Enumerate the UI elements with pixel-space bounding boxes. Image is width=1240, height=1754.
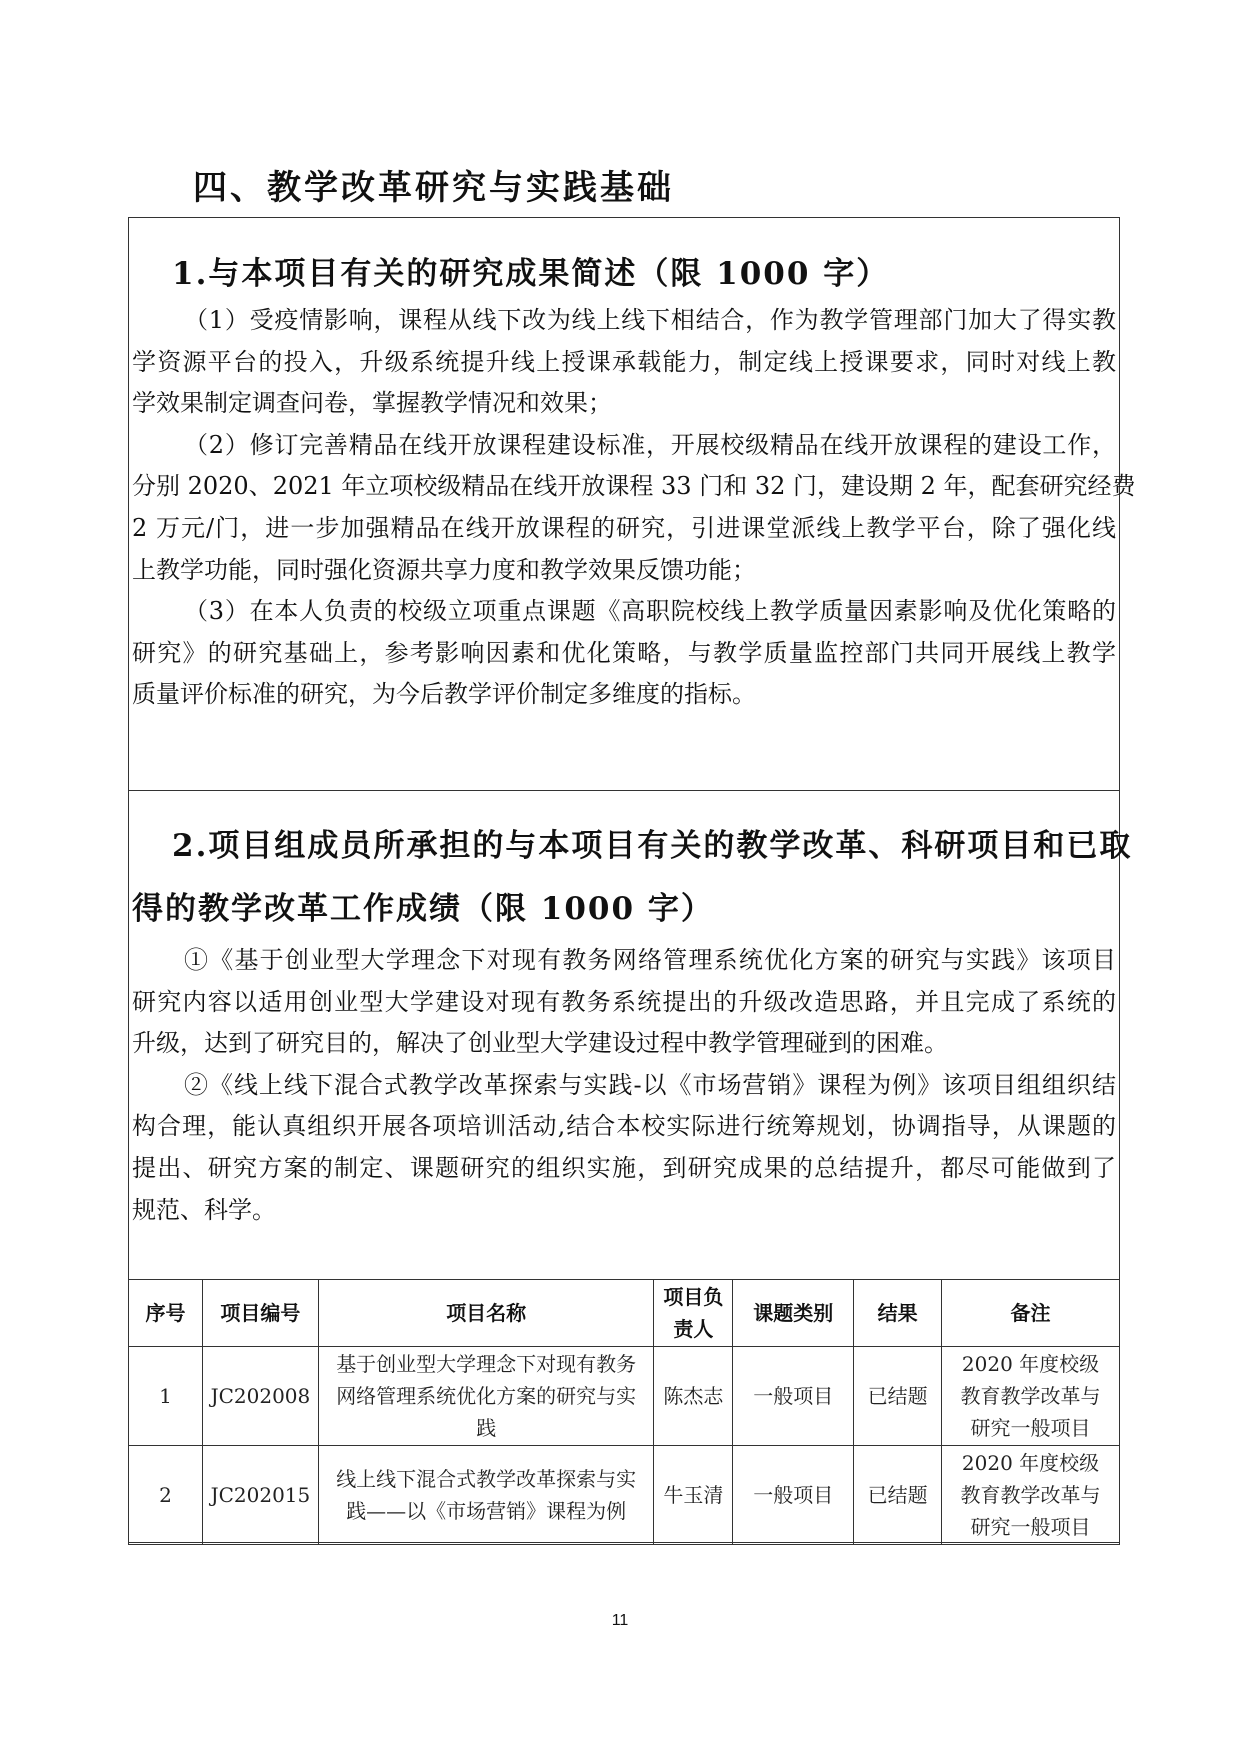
paragraph-line: ①《基于创业型大学理念下对现有教务网络管理系统优化方案的研究与实践》该项目 [184,946,1116,974]
cell-index: 1 [129,1347,203,1446]
paragraph-line: 构合理，能认真组织开展各项培训活动,结合本校实际进行统筹规划，协调指导，从课题的 [132,1112,1116,1141]
cell-result: 已结题 [854,1347,942,1446]
cell-code: JC202015 [202,1446,318,1545]
paragraph-line: 提出、研究方案的制定、课题研究的组织实施，到研究成果的总结提升，都尽可能做到了 [132,1153,1116,1182]
paragraph-line: 研究内容以适用创业型大学建设对现有教务系统提出的升级改造思路，并且完成了系统的 [132,987,1116,1016]
table-row [129,1446,1120,1545]
paragraph-line: 学资源平台的投入，升级系统提升线上授课承载能力，制定线上授课要求，同时对线上教 [132,347,1116,376]
paragraph-line: 研究》的研究基础上，参考影响因素和优化策略，与教学质量监控部门共同开展线上教学 [132,638,1116,667]
s2-body [132,940,1116,1231]
col-leader: 项目负责人 [654,1280,733,1347]
col-index: 序号 [129,1280,203,1347]
project-table [128,1279,1120,1545]
paragraph-line: 规范、科学。 [132,1195,276,1224]
s1-heading: 1.与本项目有关的研究成果简述（限 1000 字） [172,256,890,292]
cell-leader: 牛玉清 [654,1446,733,1545]
s2-heading-line2: 得的教学改革工作成绩（限 1000 字） [132,891,714,927]
section-divider [128,790,1120,791]
cell-result: 已结题 [854,1446,942,1545]
paragraph-line: 升级，达到了研究目的，解决了创业型大学建设过程中教学管理碰到的困难。 [132,1029,948,1058]
cell-category: 一般项目 [733,1446,854,1545]
col-code: 项目编号 [202,1280,318,1347]
cell-leader: 陈杰志 [654,1347,733,1446]
col-note: 备注 [942,1280,1120,1347]
cell-name: 基于创业型大学理念下对现有教务网络管理系统优化方案的研究与实践 [318,1347,654,1446]
paragraph-line: ②《线上线下混合式教学改革探索与实践-以《市场营销》课程为例》该项目组组织结 [184,1070,1116,1099]
cell-note: 2020 年度校级教育教学改革与研究一般项目 [942,1446,1120,1545]
paragraph-line: 2 万元/门，进一步加强精品在线开放课程的研究，引进课堂派线上教学平台，除了强化线 [132,513,1116,542]
table-header-row [129,1280,1120,1347]
cell-note: 2020 年度校级教育教学改革与研究一般项目 [942,1347,1120,1446]
paragraph-line: （2）修订完善精品在线开放课程建设标准，开展校级精品在线开放课程的建设工作， [184,430,1116,459]
paragraph-line: 质量评价标准的研究，为今后教学评价制定多维度的指标。 [132,680,756,709]
section-title: 四、教学改革研究与实践基础 [193,168,674,208]
paragraph-line: （3）在本人负责的校级立项重点课题《高职院校线上教学质量因素影响及优化策略的 [184,597,1116,626]
cell-index: 2 [129,1446,203,1545]
s2-heading-line1: 2.项目组成员所承担的与本项目有关的教学改革、科研项目和已取 [172,828,1133,864]
page-number: 11 [611,1612,629,1629]
s1-body [132,300,1136,716]
paragraph-line: 分别 2020、2021 年立项校级精品在线开放课程 33 门和 32 门，建设期 2 年，配套研究经费 [132,472,1136,501]
cell-code: JC202008 [202,1347,318,1446]
cell-name: 线上线下混合式教学改革探索与实践——以《市场营销》课程为例 [318,1446,654,1545]
col-name: 项目名称 [318,1280,654,1347]
cell-category: 一般项目 [733,1347,854,1446]
paragraph-line: 学效果制定调查问卷，掌握教学情况和效果； [132,389,612,418]
col-result: 结果 [854,1280,942,1347]
paragraph-line: 上教学功能，同时强化资源共享力度和教学效果反馈功能； [132,555,756,584]
col-category: 课题类别 [733,1280,854,1347]
table-row [129,1347,1120,1446]
paragraph-line: （1）受疫情影响，课程从线下改为线上线下相结合，作为教学管理部门加大了得实教 [184,306,1116,334]
